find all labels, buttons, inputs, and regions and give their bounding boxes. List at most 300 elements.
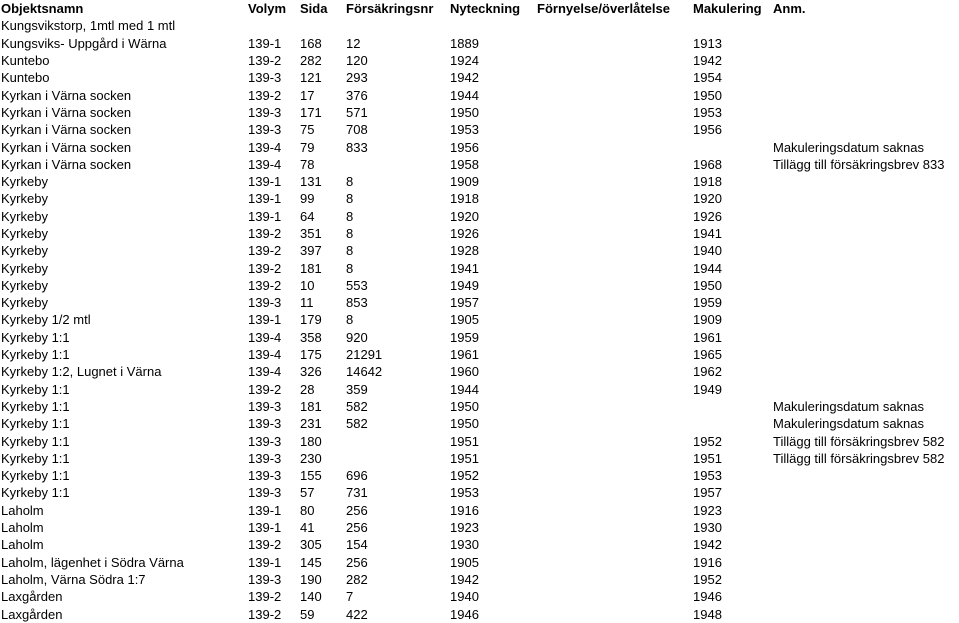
- cell-forsakringsnr: 833: [346, 139, 368, 155]
- cell-objektsnamn: Kyrkeby: [1, 191, 48, 207]
- cell-fornyelse: [536, 294, 692, 311]
- cell-makulering: 1951: [693, 450, 722, 466]
- cell-forsakringsnr: 12: [346, 35, 361, 51]
- cell-anm: Makuleringsdatum saknas: [773, 139, 925, 155]
- cell-fornyelse: [536, 467, 692, 484]
- cell-nyteckning: [449, 17, 536, 34]
- cell-fornyelse: [536, 415, 692, 432]
- cell-volym: 139-2: [248, 260, 282, 276]
- cell-fornyelse: [536, 363, 692, 380]
- cell-fornyelse: [536, 277, 692, 294]
- cell-sida: 75: [300, 122, 315, 138]
- cell-objektsnamn: Kungsviks- Uppgård i Wärna: [1, 35, 167, 51]
- cell-forsakringsnr: 120: [346, 53, 368, 69]
- cell-fornyelse: [536, 69, 692, 86]
- column-header-makulering: Makulering: [693, 1, 762, 17]
- cell-objektsnamn: Kyrkeby: [1, 174, 48, 190]
- cell-nyteckning: 1951: [450, 433, 479, 449]
- cell-forsakringsnr: 582: [346, 398, 368, 414]
- cell-volym: 139-1: [248, 554, 282, 570]
- cell-forsakringsnr: 21291: [346, 347, 383, 363]
- cell-anm: [772, 536, 959, 553]
- table-row: [0, 381, 959, 398]
- cell-nyteckning: 1941: [450, 260, 479, 276]
- cell-anm: [772, 121, 959, 138]
- column-header-nyteckning: Nyteckning: [450, 1, 521, 17]
- cell-objektsnamn: Kuntebo: [1, 53, 50, 69]
- cell-anm: [772, 259, 959, 276]
- cell-fornyelse: [536, 432, 692, 449]
- cell-anm: [772, 190, 959, 207]
- cell-sida: 10: [300, 277, 315, 293]
- cell-nyteckning: 1928: [450, 243, 479, 259]
- cell-forsakringsnr: [345, 450, 449, 467]
- cell-volym: 139-2: [248, 87, 282, 103]
- cell-fornyelse: [536, 190, 692, 207]
- cell-sida: 168: [300, 35, 322, 51]
- cell-volym: 139-1: [248, 174, 282, 190]
- cell-sida: 64: [300, 208, 315, 224]
- cell-volym: 139-4: [248, 156, 282, 172]
- cell-makulering: 1942: [693, 537, 722, 553]
- cell-anm: Tillägg till försäkringsbrev 582: [773, 450, 945, 466]
- cell-forsakringsnr: 8: [346, 312, 354, 328]
- cell-objektsnamn: Kyrkeby 1:2, Lugnet i Värna: [1, 364, 162, 380]
- table-row: [0, 35, 959, 52]
- cell-anm: [772, 86, 959, 103]
- cell-forsakringsnr: 853: [346, 295, 368, 311]
- cell-nyteckning: 1952: [450, 468, 479, 484]
- cell-makulering: 1949: [693, 381, 722, 397]
- cell-objektsnamn: Kyrkeby 1:1: [1, 416, 70, 432]
- cell-anm: Makuleringsdatum saknas: [773, 416, 925, 432]
- cell-makulering: 1946: [693, 589, 722, 605]
- cell-fornyelse: [536, 311, 692, 328]
- cell-objektsnamn: Kuntebo: [1, 70, 50, 86]
- cell-sida: 282: [300, 53, 322, 69]
- cell-volym: 139-3: [248, 468, 282, 484]
- table-body: [0, 17, 959, 622]
- cell-nyteckning: 1956: [450, 139, 479, 155]
- cell-makulering: [692, 17, 772, 34]
- cell-nyteckning: 1923: [450, 520, 479, 536]
- cell-forsakringsnr: 376: [346, 87, 368, 103]
- cell-nyteckning: 1958: [450, 156, 479, 172]
- cell-forsakringsnr: 8: [346, 243, 354, 259]
- cell-sida: 59: [300, 606, 315, 622]
- cell-volym: 139-3: [248, 70, 282, 86]
- cell-anm: [772, 571, 959, 588]
- cell-anm: Tillägg till försäkringsbrev 833: [773, 156, 945, 172]
- cell-anm: [772, 225, 959, 242]
- cell-anm: [772, 467, 959, 484]
- cell-forsakringsnr: 256: [346, 520, 368, 536]
- cell-volym: 139-3: [248, 450, 282, 466]
- cell-forsakringsnr: 293: [346, 70, 368, 86]
- cell-makulering: 1950: [693, 87, 722, 103]
- table-row: [0, 502, 959, 519]
- cell-forsakringsnr: 7: [346, 589, 354, 605]
- cell-makulering: 1944: [693, 260, 722, 276]
- table-row: [0, 208, 959, 225]
- cell-forsakringsnr: 8: [346, 208, 354, 224]
- cell-fornyelse: [536, 52, 692, 69]
- cell-fornyelse: [536, 536, 692, 553]
- cell-makulering: 1948: [693, 606, 722, 622]
- cell-makulering: 1959: [693, 295, 722, 311]
- cell-forsakringsnr: 696: [346, 468, 368, 484]
- cell-volym: 139-3: [248, 122, 282, 138]
- cell-objektsnamn: Kyrkeby 1:1: [1, 329, 70, 345]
- cell-volym: 139-2: [248, 381, 282, 397]
- cell-anm: [772, 554, 959, 571]
- cell-anm: [772, 519, 959, 536]
- cell-sida: 41: [300, 520, 315, 536]
- cell-forsakringsnr: 553: [346, 277, 368, 293]
- cell-forsakringsnr: 256: [346, 502, 368, 518]
- cell-anm: [772, 242, 959, 259]
- cell-anm: [772, 208, 959, 225]
- cell-volym: 139-2: [248, 243, 282, 259]
- cell-sida: 171: [300, 104, 322, 120]
- cell-forsakringsnr: [345, 432, 449, 449]
- cell-fornyelse: [536, 35, 692, 52]
- cell-nyteckning: 1946: [450, 606, 479, 622]
- cell-makulering: 1957: [693, 485, 722, 501]
- cell-objektsnamn: Kungsvikstorp, 1mtl med 1 mtl: [1, 18, 176, 34]
- cell-makulering: 1920: [693, 191, 722, 207]
- cell-makulering: 1968: [693, 156, 722, 172]
- cell-fornyelse: [536, 502, 692, 519]
- cell-sida: 121: [300, 70, 322, 86]
- cell-makulering: 1942: [693, 53, 722, 69]
- cell-fornyelse: [536, 208, 692, 225]
- cell-fornyelse: [536, 173, 692, 190]
- cell-volym: 139-4: [248, 329, 282, 345]
- table-row: [0, 277, 959, 294]
- cell-makulering: [692, 398, 772, 415]
- cell-fornyelse: [536, 259, 692, 276]
- column-header-sida: Sida: [300, 1, 328, 17]
- cell-nyteckning: 1950: [450, 104, 479, 120]
- cell-sida: 145: [300, 554, 322, 570]
- table-row: [0, 519, 959, 536]
- cell-fornyelse: [536, 121, 692, 138]
- cell-fornyelse: [536, 138, 692, 155]
- table-row: [0, 398, 959, 415]
- cell-nyteckning: 1957: [450, 295, 479, 311]
- cell-fornyelse: [536, 450, 692, 467]
- cell-sida: 79: [300, 139, 315, 155]
- cell-objektsnamn: Kyrkeby 1:1: [1, 381, 70, 397]
- cell-anm: [772, 502, 959, 519]
- cell-nyteckning: 1959: [450, 329, 479, 345]
- cell-sida: 397: [300, 243, 322, 259]
- cell-objektsnamn: Kyrkeby: [1, 260, 48, 276]
- table-row: [0, 588, 959, 605]
- cell-objektsnamn: Kyrkeby: [1, 208, 48, 224]
- cell-objektsnamn: Kyrkeby: [1, 277, 48, 293]
- cell-nyteckning: 1951: [450, 450, 479, 466]
- cell-volym: 139-3: [248, 104, 282, 120]
- cell-objektsnamn: Kyrkeby: [1, 226, 48, 241]
- table-row: [0, 450, 959, 467]
- cell-sida: [299, 17, 345, 34]
- cell-volym: 139-3: [248, 295, 282, 311]
- cell-sida: 305: [300, 537, 322, 553]
- table-row: [0, 329, 959, 346]
- cell-makulering: 1953: [693, 468, 722, 484]
- table-row: [0, 311, 959, 328]
- cell-objektsnamn: Laholm: [1, 502, 44, 518]
- cell-anm: [772, 346, 959, 363]
- cell-anm: [772, 52, 959, 69]
- cell-objektsnamn: Kyrkan i Värna socken: [1, 139, 132, 155]
- table-row: [0, 138, 959, 155]
- cell-anm: [772, 294, 959, 311]
- cell-volym: 139-2: [248, 226, 282, 241]
- table-row: [0, 52, 959, 69]
- cell-fornyelse: [536, 242, 692, 259]
- cell-makulering: 1909: [693, 312, 722, 328]
- cell-makulering: 1916: [693, 554, 722, 570]
- cell-fornyelse: [536, 329, 692, 346]
- cell-nyteckning: 1950: [450, 416, 479, 432]
- cell-nyteckning: 1924: [450, 53, 479, 69]
- cell-objektsnamn: Laholm, lägenhet i Södra Värna: [1, 554, 184, 570]
- table-row: [0, 104, 959, 121]
- column-header-volym: Volym: [248, 1, 287, 17]
- cell-fornyelse: [536, 17, 692, 34]
- cell-objektsnamn: Kyrkan i Värna socken: [1, 104, 132, 120]
- cell-volym: 139-4: [248, 139, 282, 155]
- cell-forsakringsnr: 359: [346, 381, 368, 397]
- cell-nyteckning: 1905: [450, 312, 479, 328]
- table-row: [0, 69, 959, 86]
- cell-volym: 139-4: [248, 364, 282, 380]
- cell-nyteckning: 1950: [450, 398, 479, 414]
- cell-anm: [772, 69, 959, 86]
- cell-makulering: 1961: [693, 329, 722, 345]
- cell-objektsnamn: Laholm: [1, 520, 44, 536]
- cell-fornyelse: [536, 588, 692, 605]
- column-header-forsakringsnr: Försäkringsnr: [346, 1, 434, 17]
- table-row: [0, 190, 959, 207]
- cell-fornyelse: [536, 156, 692, 173]
- cell-nyteckning: 1918: [450, 191, 479, 207]
- cell-objektsnamn: Laxgården: [1, 606, 63, 622]
- cell-objektsnamn: Kyrkeby 1:1: [1, 468, 70, 484]
- cell-sida: 175: [300, 347, 322, 363]
- cell-forsakringsnr: 14642: [346, 364, 383, 380]
- table-row: [0, 467, 959, 484]
- cell-makulering: 1926: [693, 208, 722, 224]
- cell-sida: 190: [300, 571, 322, 587]
- column-header-objektsnamn: Objektsnamn: [1, 1, 84, 17]
- cell-nyteckning: 1926: [450, 226, 479, 241]
- cell-objektsnamn: Kyrkeby 1:1: [1, 347, 70, 363]
- table-row: [0, 294, 959, 311]
- cell-volym: 139-1: [248, 502, 282, 518]
- cell-sida: 28: [300, 381, 315, 397]
- table-row: [0, 346, 959, 363]
- table-row: [0, 363, 959, 380]
- cell-volym: 139-1: [248, 191, 282, 207]
- cell-forsakringsnr: 8: [346, 191, 354, 207]
- cell-nyteckning: 1953: [450, 122, 479, 138]
- cell-volym: 139-1: [248, 520, 282, 536]
- cell-objektsnamn: Kyrkeby 1:1: [1, 485, 70, 501]
- cell-sida: 155: [300, 468, 322, 484]
- cell-forsakringsnr: 8: [346, 226, 354, 241]
- cell-makulering: 1953: [693, 104, 722, 120]
- cell-makulering: 1952: [693, 571, 722, 587]
- cell-volym: 139-3: [248, 433, 282, 449]
- cell-nyteckning: 1942: [450, 70, 479, 86]
- table-row: [0, 121, 959, 138]
- header-row: [0, 0, 959, 17]
- cell-sida: 351: [300, 226, 322, 241]
- cell-objektsnamn: Kyrkan i Värna socken: [1, 87, 132, 103]
- cell-sida: 80: [300, 502, 315, 518]
- column-header-anm: Anm.: [773, 1, 806, 17]
- cell-fornyelse: [536, 519, 692, 536]
- cell-forsakringsnr: 920: [346, 329, 368, 345]
- cell-makulering: [692, 138, 772, 155]
- cell-sida: 358: [300, 329, 322, 345]
- cell-anm: [772, 381, 959, 398]
- cell-volym: 139-1: [248, 35, 282, 51]
- cell-fornyelse: [536, 554, 692, 571]
- cell-makulering: 1940: [693, 243, 722, 259]
- cell-anm: [772, 17, 959, 34]
- table-row: [0, 415, 959, 432]
- cell-volym: 139-1: [248, 312, 282, 328]
- table-row: [0, 242, 959, 259]
- table-row: [0, 173, 959, 190]
- cell-makulering: 1941: [693, 226, 722, 241]
- cell-sida: 179: [300, 312, 322, 328]
- cell-fornyelse: [536, 104, 692, 121]
- cell-volym: 139-2: [248, 53, 282, 69]
- cell-makulering: 1950: [693, 277, 722, 293]
- cell-nyteckning: 1944: [450, 381, 479, 397]
- cell-sida: 57: [300, 485, 315, 501]
- cell-forsakringsnr: [345, 17, 449, 34]
- cell-sida: 326: [300, 364, 322, 380]
- cell-anm: [772, 173, 959, 190]
- cell-makulering: 1930: [693, 520, 722, 536]
- cell-volym: 139-3: [248, 485, 282, 501]
- cell-forsakringsnr: 8: [346, 260, 354, 276]
- cell-anm: Tillägg till försäkringsbrev 582: [773, 433, 945, 449]
- cell-volym: 139-4: [248, 347, 282, 363]
- cell-sida: 231: [300, 416, 322, 432]
- cell-forsakringsnr: 422: [346, 606, 368, 622]
- cell-forsakringsnr: 282: [346, 571, 368, 587]
- cell-objektsnamn: Kyrkeby 1:1: [1, 398, 70, 414]
- table-row: [0, 484, 959, 501]
- cell-fornyelse: [536, 346, 692, 363]
- cell-forsakringsnr: 731: [346, 485, 368, 501]
- cell-sida: 181: [300, 398, 322, 414]
- cell-makulering: 1956: [693, 122, 722, 138]
- cell-makulering: 1913: [693, 35, 722, 51]
- cell-makulering: 1923: [693, 502, 722, 518]
- cell-objektsnamn: Kyrkeby 1/2 mtl: [1, 312, 91, 328]
- cell-nyteckning: 1920: [450, 208, 479, 224]
- cell-nyteckning: 1960: [450, 364, 479, 380]
- cell-sida: 11: [300, 295, 314, 311]
- cell-nyteckning: 1953: [450, 485, 479, 501]
- cell-anm: [772, 35, 959, 52]
- table-row: [0, 156, 959, 173]
- cell-nyteckning: 1942: [450, 571, 479, 587]
- cell-nyteckning: 1930: [450, 537, 479, 553]
- cell-volym: 139-1: [248, 208, 282, 224]
- cell-sida: 78: [300, 156, 315, 172]
- cell-forsakringsnr: 708: [346, 122, 368, 138]
- cell-sida: 99: [300, 191, 315, 207]
- cell-forsakringsnr: 582: [346, 416, 368, 432]
- cell-volym: 139-2: [248, 589, 282, 605]
- cell-objektsnamn: Laxgården: [1, 589, 63, 605]
- cell-sida: 131: [300, 174, 322, 190]
- cell-fornyelse: [536, 605, 692, 622]
- cell-sida: 181: [300, 260, 322, 276]
- cell-anm: [772, 605, 959, 622]
- cell-makulering: 1954: [693, 70, 722, 86]
- cell-objektsnamn: Kyrkan i Värna socken: [1, 156, 132, 172]
- cell-anm: Makuleringsdatum saknas: [773, 398, 925, 414]
- cell-makulering: 1952: [693, 433, 722, 449]
- table-row: [0, 225, 959, 242]
- cell-makulering: 1962: [693, 364, 722, 380]
- cell-sida: 17: [300, 87, 315, 103]
- cell-volym: 139-2: [248, 537, 282, 553]
- cell-objektsnamn: Kyrkeby: [1, 295, 48, 311]
- cell-forsakringsnr: [345, 156, 449, 173]
- cell-fornyelse: [536, 86, 692, 103]
- cell-makulering: 1965: [693, 347, 722, 363]
- cell-fornyelse: [536, 484, 692, 501]
- cell-fornyelse: [536, 381, 692, 398]
- cell-anm: [772, 363, 959, 380]
- cell-sida: 180: [300, 433, 322, 449]
- cell-makulering: 1918: [693, 174, 722, 190]
- table-row: [0, 432, 959, 449]
- cell-volym: 139-3: [248, 571, 282, 587]
- table-row: [0, 605, 959, 622]
- cell-anm: [772, 311, 959, 328]
- cell-forsakringsnr: 256: [346, 554, 368, 570]
- cell-volym: 139-2: [248, 277, 282, 293]
- cell-anm: [772, 329, 959, 346]
- cell-nyteckning: 1944: [450, 87, 479, 103]
- cell-nyteckning: 1905: [450, 554, 479, 570]
- column-header-fornyelse: Förnyelse/överlåtelse: [537, 1, 670, 17]
- cell-anm: [772, 588, 959, 605]
- table-row: [0, 86, 959, 103]
- table-row: [0, 571, 959, 588]
- cell-volym: 139-3: [248, 398, 282, 414]
- cell-forsakringsnr: 154: [346, 537, 368, 553]
- cell-nyteckning: 1961: [450, 347, 479, 363]
- cell-fornyelse: [536, 225, 692, 242]
- cell-forsakringsnr: 571: [346, 104, 368, 120]
- table-row: [0, 259, 959, 276]
- cell-anm: [772, 484, 959, 501]
